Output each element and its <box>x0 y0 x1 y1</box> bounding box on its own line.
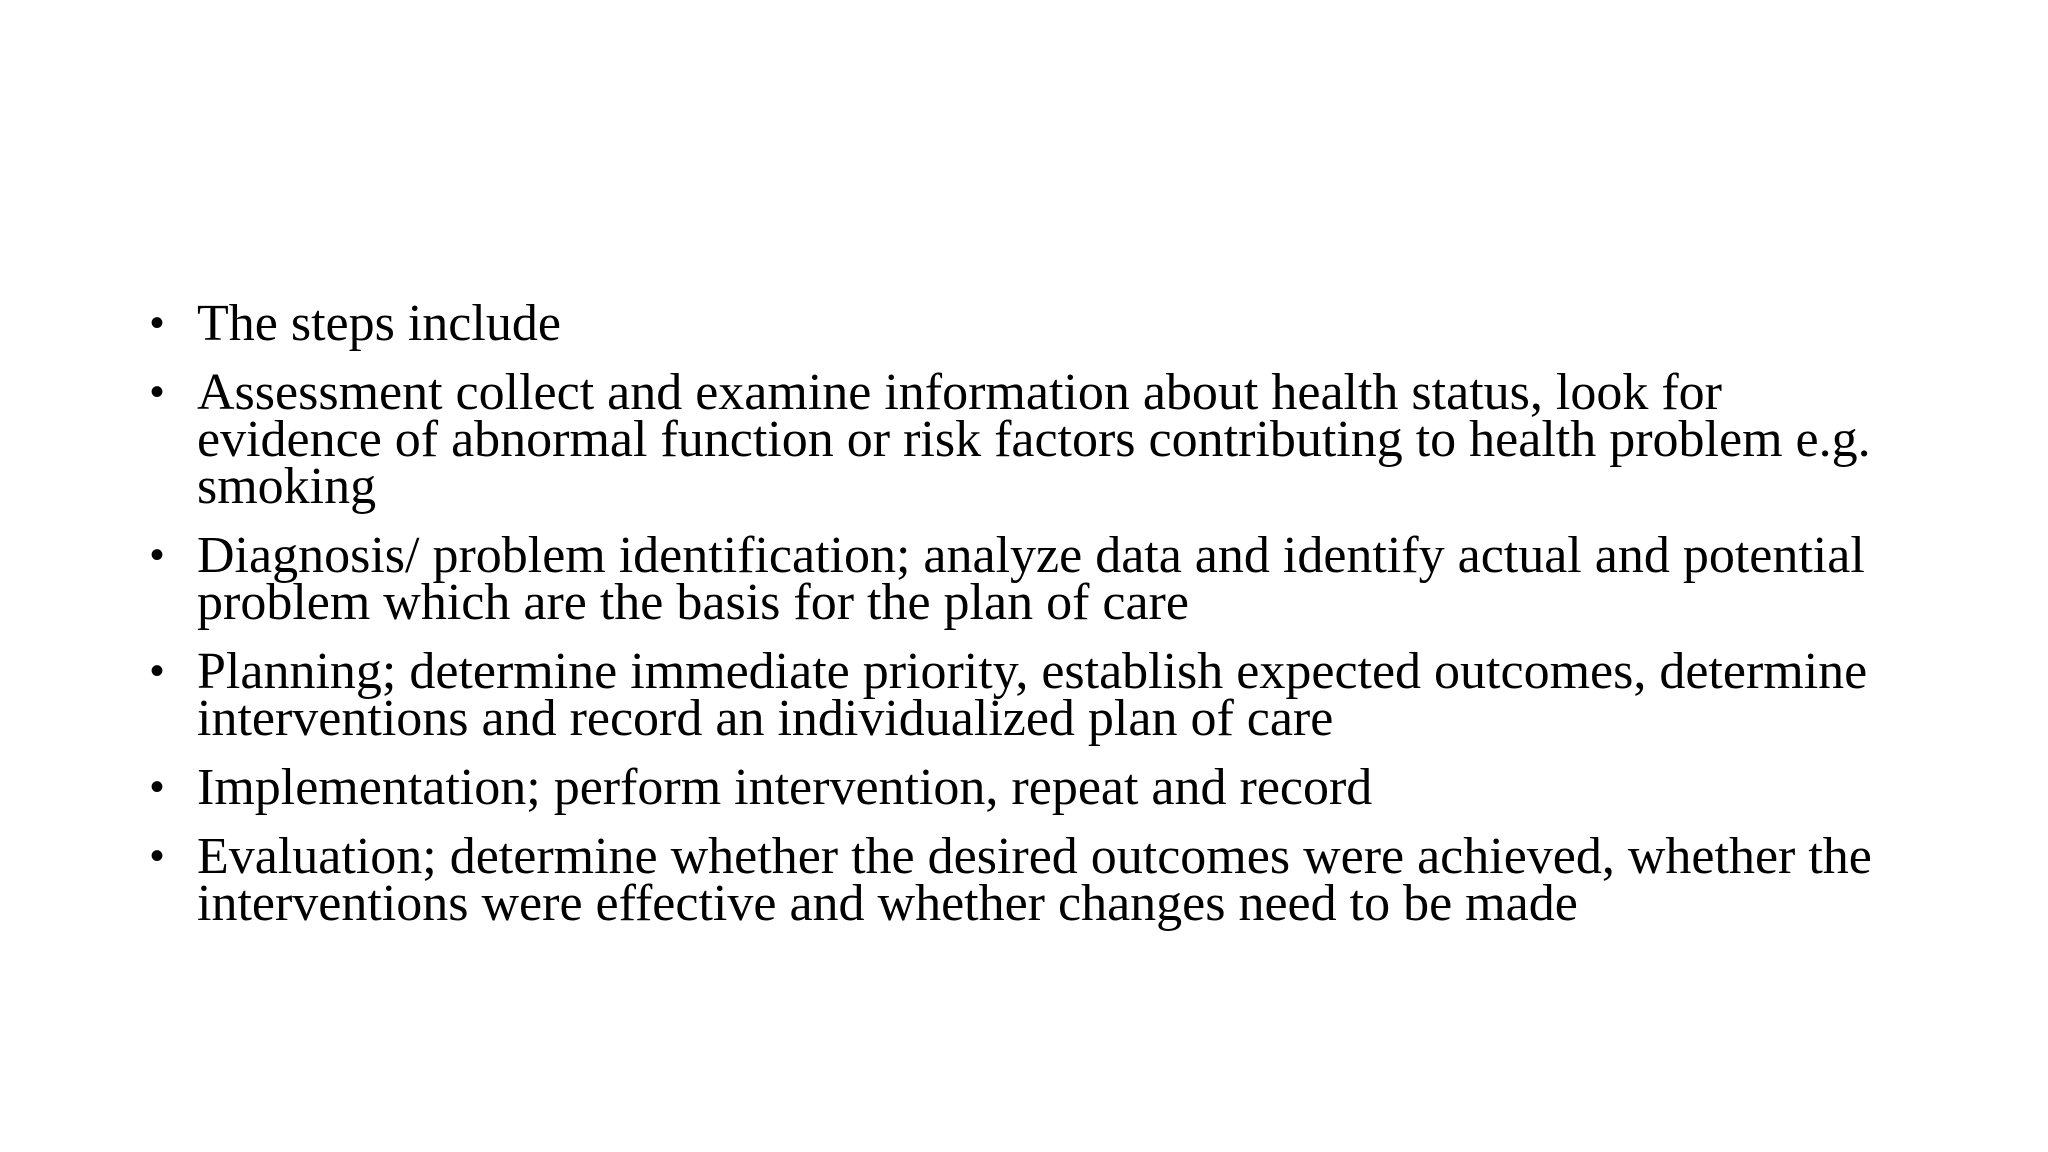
bullet-text: Planning; determine immediate priority, establish expected outcomes, determine interventions and record an individualized plan of care <box>197 643 1868 747</box>
bullet-icon: • <box>150 834 165 878</box>
bullet-text: Assessment collect and examine information about health status, look for evidence of abnormal function or risk factors contributing to health problem e.g. smoking <box>197 364 1871 515</box>
bullet-text: The steps include <box>197 295 561 352</box>
bullet-item-diagnosis <box>150 527 1910 631</box>
bullet-text: Evaluation; determine whether the desired outcomes were achieved, whether the interventions were effective and whether changes need to be made <box>197 828 1872 932</box>
bullet-item-assessment <box>150 364 1910 515</box>
bullet-text: Diagnosis/ problem identification; analyze data and identify actual and potential problem which are the basis for the plan of care <box>197 527 1865 631</box>
bullet-item-planning <box>150 643 1910 747</box>
bullet-icon: • <box>150 765 165 809</box>
bullet-item-implementation <box>150 759 1910 816</box>
bullet-icon: • <box>150 649 165 693</box>
bullet-icon: • <box>150 370 165 414</box>
bullet-item-steps-include <box>150 295 1910 352</box>
bullet-item-evaluation <box>150 828 1910 932</box>
bullet-icon: • <box>150 533 165 577</box>
bullet-list <box>150 295 1910 932</box>
bullet-text: Implementation; perform intervention, repeat and record <box>197 759 1373 816</box>
bullet-icon: • <box>150 301 165 345</box>
slide-body <box>150 295 1910 949</box>
